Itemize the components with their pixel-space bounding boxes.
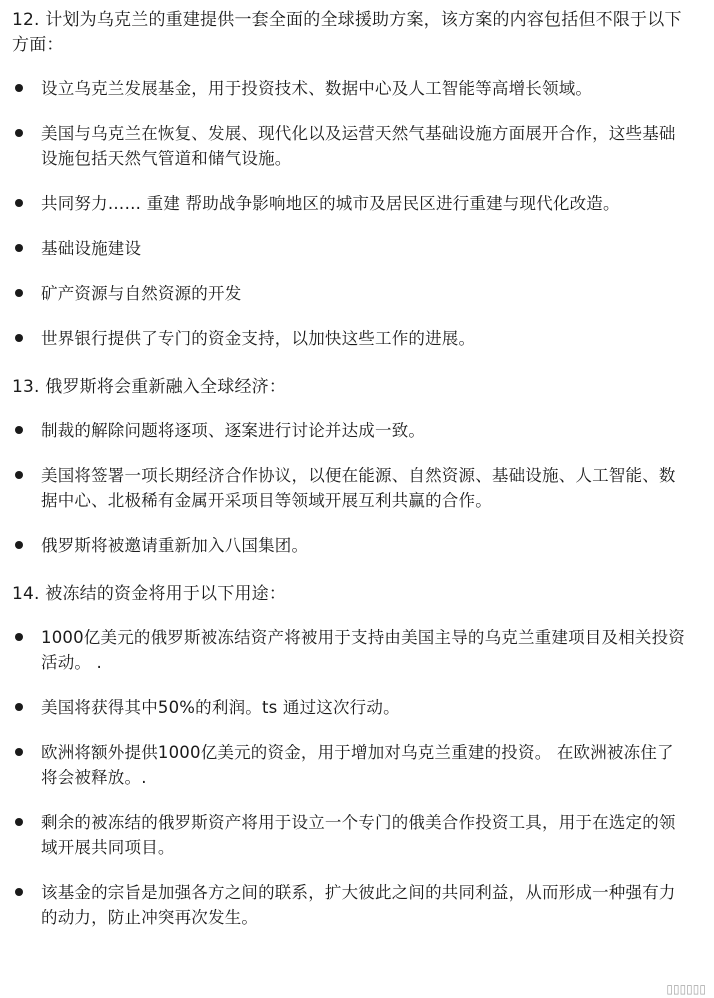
section-14: [12, 582, 692, 930]
bullet-icon: [15, 471, 23, 479]
list-item-text: 矿产资源与自然资源的开发: [41, 284, 242, 303]
watermark: ▯▯▯▯▯▯: [666, 982, 706, 996]
bullet-icon: [15, 633, 23, 641]
list-item: [12, 625, 692, 675]
list-item-text: 美国将获得其中50%的利润。ts 通过这次行动。: [41, 698, 400, 717]
bullet-icon: [15, 199, 23, 207]
list-item: [12, 695, 692, 720]
list-item-text: 基础设施建设: [41, 239, 142, 258]
list-item-text: 制裁的解除问题将逐项、逐案进行讨论并达成一致。: [41, 421, 426, 440]
list-item: [12, 191, 692, 216]
list-item-text: 俄罗斯将被邀请重新加入八国集团。: [41, 536, 309, 555]
list-item: [12, 281, 692, 306]
list-item: [12, 76, 692, 101]
section-12: [12, 8, 692, 351]
list-item-text: 剩余的被冻结的俄罗斯资产将用于设立一个专门的俄美合作投资工具，用于在选定的领域开展共同项目。: [41, 813, 676, 857]
list-item-text: 1000亿美元的俄罗斯被冻结资产将被用于支持由美国主导的乌克兰重建项目及相关投资活动。 .: [41, 628, 685, 672]
list-item: [12, 418, 692, 443]
bullet-icon: [15, 334, 23, 342]
bullet-icon: [15, 244, 23, 252]
section-13: [12, 375, 692, 558]
bullet-icon: [15, 426, 23, 434]
bullet-icon: [15, 541, 23, 549]
list-item: [12, 740, 692, 790]
list-item: [12, 810, 692, 860]
list-item-text: 该基金的宗旨是加强各方之间的联系，扩大彼此之间的共同利益，从而形成一种强有力的动力，防止冲突再次发生。: [41, 883, 676, 927]
section-title: 13. 俄罗斯将会重新融入全球经济：: [12, 377, 287, 397]
section-title: 12. 计划为乌克兰的重建提供一套全面的全球援助方案，该方案的内容包括但不限于以下方面：: [12, 10, 682, 55]
bullet-icon: [15, 748, 23, 756]
list-item: [12, 326, 692, 351]
section-title: 14. 被冻结的资金将用于以下用途：: [12, 584, 287, 604]
list-item: [12, 533, 692, 558]
bullet-icon: [15, 703, 23, 711]
list-item-text: 设立乌克兰发展基金，用于投资技术、数据中心及人工智能等高增长领域。: [41, 79, 593, 98]
list-item-text: 世界银行提供了专门的资金支持，以加快这些工作的进展。: [41, 329, 476, 348]
bullet-list: [12, 625, 692, 930]
bullet-icon: [15, 888, 23, 896]
list-item: [12, 121, 692, 171]
list-item: [12, 236, 692, 261]
bullet-icon: [15, 289, 23, 297]
bullet-icon: [15, 129, 23, 137]
bullet-icon: [15, 84, 23, 92]
list-item-text: 共同努力…… 重建 帮助战争影响地区的城市及居民区进行重建与现代化改造。: [41, 194, 620, 213]
bullet-list: [12, 418, 692, 558]
list-item-text: 美国将签署一项长期经济合作协议，以便在能源、自然资源、基础设施、人工智能、数据中心、北极稀有金属开采项目等领域开展互利共赢的合作。: [41, 466, 676, 510]
bullet-icon: [15, 818, 23, 826]
list-item-text: 美国与乌克兰在恢复、发展、现代化以及运营天然气基础设施方面展开合作，这些基础设施包括天然气管道和储气设施。: [41, 124, 676, 168]
list-item-text: 欧洲将额外提供1000亿美元的资金，用于增加对乌克兰重建的投资。 在欧洲被冻住了 将会被释放。.: [41, 743, 674, 787]
bullet-list: [12, 76, 692, 351]
list-item: [12, 463, 692, 513]
list-item: [12, 880, 692, 930]
